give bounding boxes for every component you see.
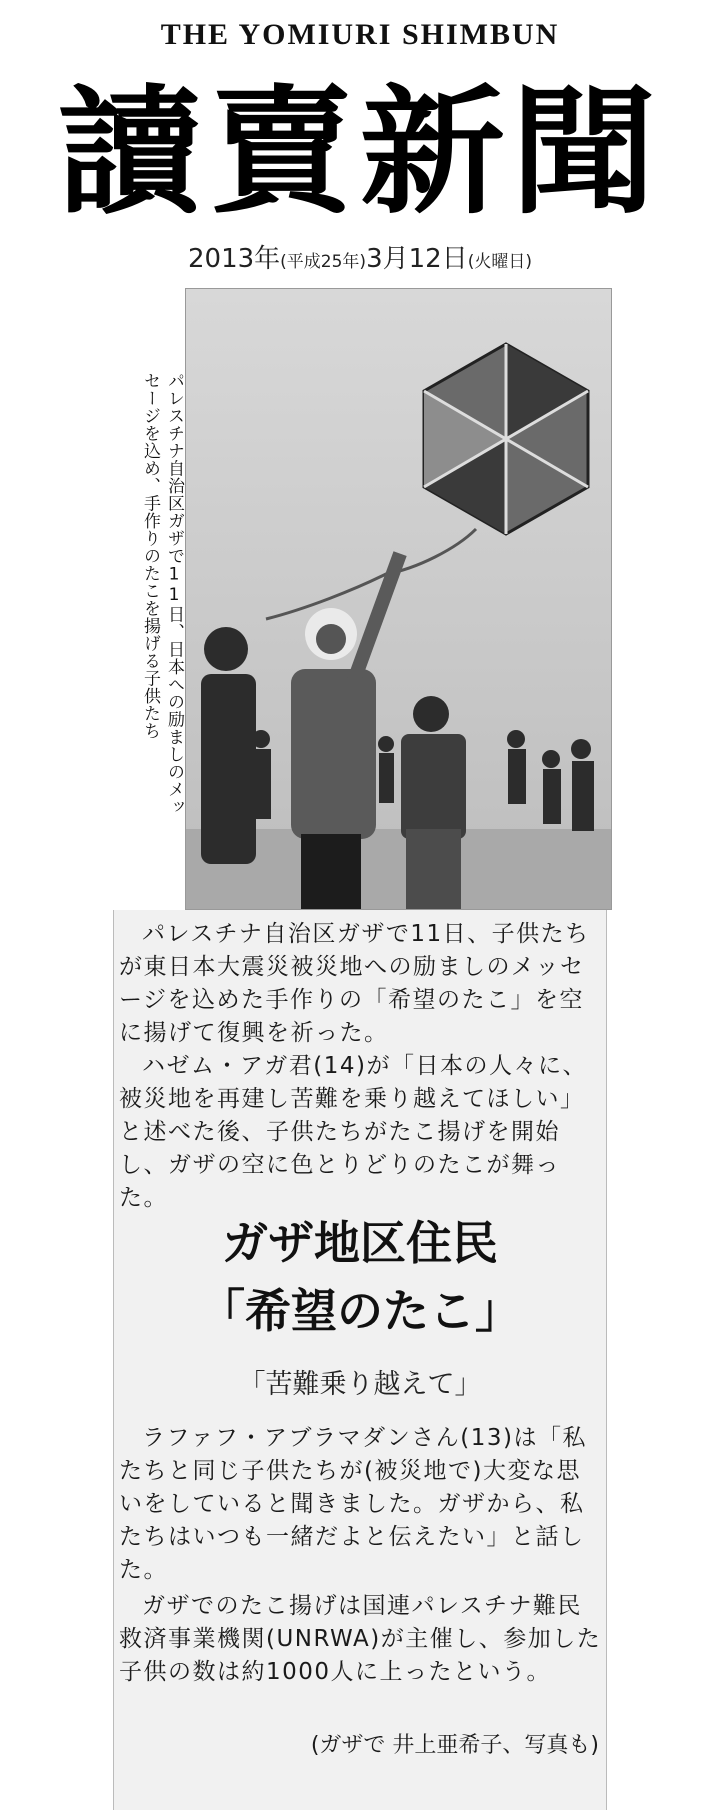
article-body [113, 910, 607, 1810]
article-byline: (ガザで 井上亜希子、写真も) [310, 1733, 599, 1758]
kite-photo-illustration [186, 289, 611, 909]
masthead-logo: 讀賣新聞 [57, 70, 663, 233]
masthead-english: THE YOMIURI SHIMBUN [160, 18, 560, 51]
news-photo [185, 288, 612, 910]
date-weekday: (火曜日) [467, 252, 532, 272]
article-paragraph-1: パレスチナ自治区ガザで11日、子供たちが東日本大震災被災地への励ましのメッセージを込めた手作りの「希望のたこ」を空に揚げて復興を祈った。 [119, 921, 590, 1046]
subheadline: 「苦難乗り越えて」 [238, 1369, 482, 1400]
article-paragraph-4: ガザでのたこ揚げは国連パレスチナ難民救済事業機関(UNRWA)が主催し、参加した子供の数は約1000人に上ったという。 [119, 1593, 602, 1685]
column-rule-right [606, 910, 607, 1810]
date-day: 3月12日 [366, 244, 468, 274]
date-era: (平成25年) [280, 252, 367, 272]
column-rule-left [113, 910, 114, 1810]
article-paragraph-2: ハゼム・アガ君(14)が「日本の人々に、被災地を再建し苦難を乗り越えてほしい」と述べた後、子供たちがたこ揚げを開始し、ガザの空に色とりどりのたこが舞った。 [119, 1053, 587, 1211]
headline-line-2: 「希望のたこ」 [199, 1284, 521, 1338]
date-year: 2013年 [188, 244, 281, 274]
photo-caption: パレスチナ自治区ガザで11日、日本への励ましのメッセージを込め、手作りのたこを揚げる子供たち [140, 372, 184, 816]
article-paragraph-3: ラファフ・アブラマダンさん(13)は「私たちと同じ子供たちが(被災地で)大変な思いをしていると聞きました。ガザから、私たちはいつも一緒だよと伝えたい」と話した。 [119, 1425, 587, 1583]
headline-line-1: ガザ地区住民 [222, 1216, 498, 1270]
dateline [0, 238, 720, 275]
